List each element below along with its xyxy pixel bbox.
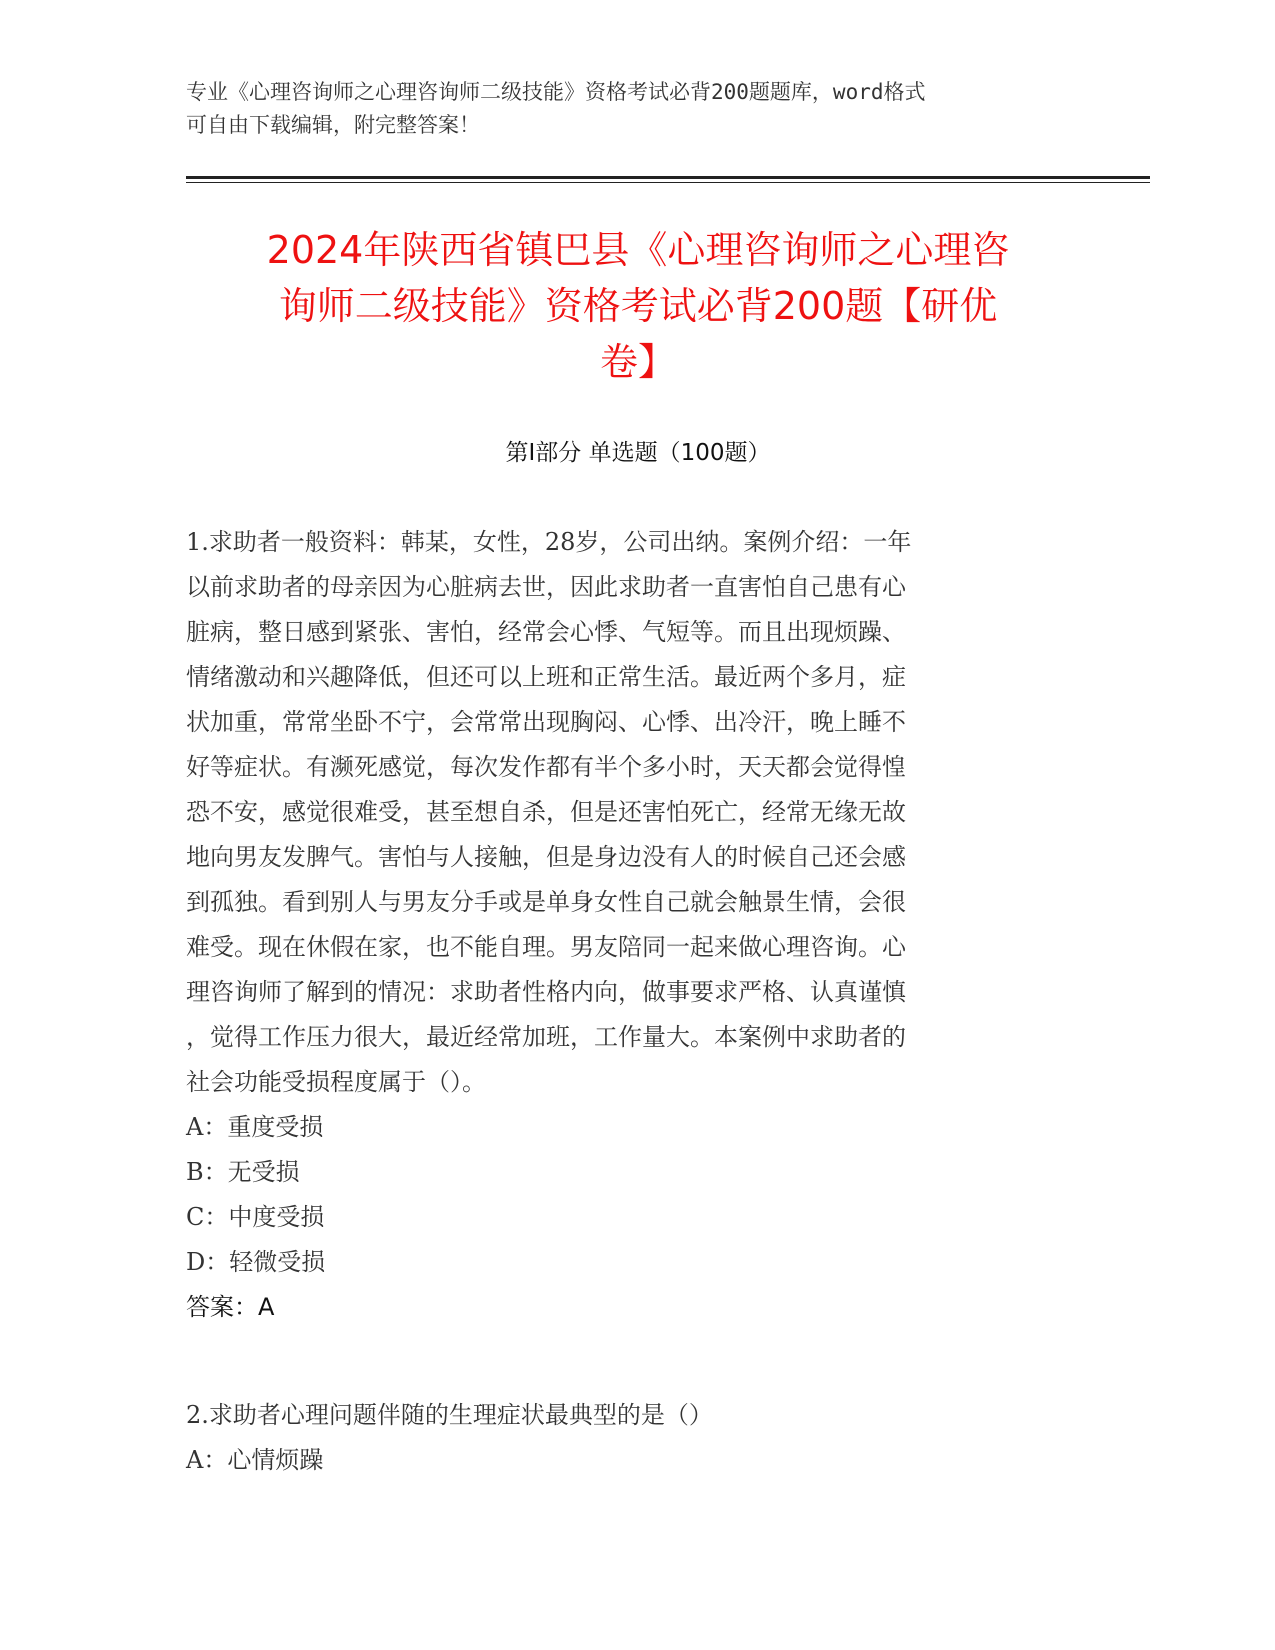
option-c: C：中度受损 — [186, 1203, 325, 1231]
question-stem-line: 好等症状。有濒死感觉，每次发作都有半个多小时，天天都会觉得惶 — [186, 753, 906, 781]
question-stem-line: 以前求助者的母亲因为心脏病去世，因此求助者一直害怕自己患有心 — [186, 573, 906, 601]
option-a: A：重度受损 — [186, 1113, 324, 1141]
question-stem-line: 理咨询师了解到的情况：求助者性格内向，做事要求严格、认真谨慎 — [186, 978, 906, 1006]
header-rule-thick — [186, 176, 1150, 179]
header-note-line-1: 专业《心理咨询师之心理咨询师二级技能》资格考试必背200题题库，word格式 — [186, 80, 926, 104]
title-line-1: 2024年陕西省镇巴县《心理咨询师之心理咨 — [266, 228, 1010, 272]
document-title — [186, 222, 1090, 390]
question-stem-line: 恐不安，感觉很难受，甚至想自杀，但是还害怕死亡，经常无缘无故 — [186, 798, 906, 826]
title-line-2: 询师二级技能》资格考试必背200题【研优 — [278, 284, 998, 328]
question-stem-line: 状加重，常常坐卧不宁，会常常出现胸闷、心悸、出冷汗，晚上睡不 — [186, 708, 906, 736]
question-stem-line: 难受。现在休假在家，也不能自理。男友陪同一起来做心理咨询。心 — [186, 933, 906, 961]
question-stem-line: 脏病，整日感到紧张、害怕，经常会心悸、气短等。而且出现烦躁、 — [186, 618, 906, 646]
question-stem-line: ，觉得工作压力很大，最近经常加班，工作量大。本案例中求助者的 — [186, 1023, 906, 1051]
answer-line: 答案：A — [186, 1293, 275, 1321]
question-stem-line: 1.求助者一般资料：韩某，女性，28岁，公司出纳。案例介绍：一年 — [186, 528, 912, 556]
question-2 — [186, 1393, 1066, 1483]
question-1 — [186, 520, 1066, 1330]
header-note-line-2: 可自由下载编辑，附完整答案！ — [186, 113, 480, 137]
question-stem-line: 社会功能受损程度属于（）。 — [186, 1068, 486, 1096]
section-heading: 第Ⅰ部分 单选题（100题） — [505, 440, 771, 466]
option-d: D：轻微受损 — [186, 1248, 326, 1276]
header-note — [186, 76, 1066, 142]
question-stem-line: 到孤独。看到别人与男友分手或是单身女性自己就会触景生情，会很 — [186, 888, 906, 916]
option-b: B：无受损 — [186, 1158, 300, 1186]
question-stem-line: 情绪激动和兴趣降低，但还可以上班和正常生活。最近两个多月，症 — [186, 663, 906, 691]
option-a: A：心情烦躁 — [186, 1446, 324, 1474]
header-rule-thin — [186, 182, 1150, 183]
question-stem-line: 地向男友发脾气。害怕与人接触，但是身边没有人的时候自己还会感 — [186, 843, 906, 871]
question-stem-line: 2.求助者心理问题伴随的生理症状最典型的是（） — [186, 1401, 713, 1429]
title-line-3: 卷】 — [599, 340, 676, 384]
